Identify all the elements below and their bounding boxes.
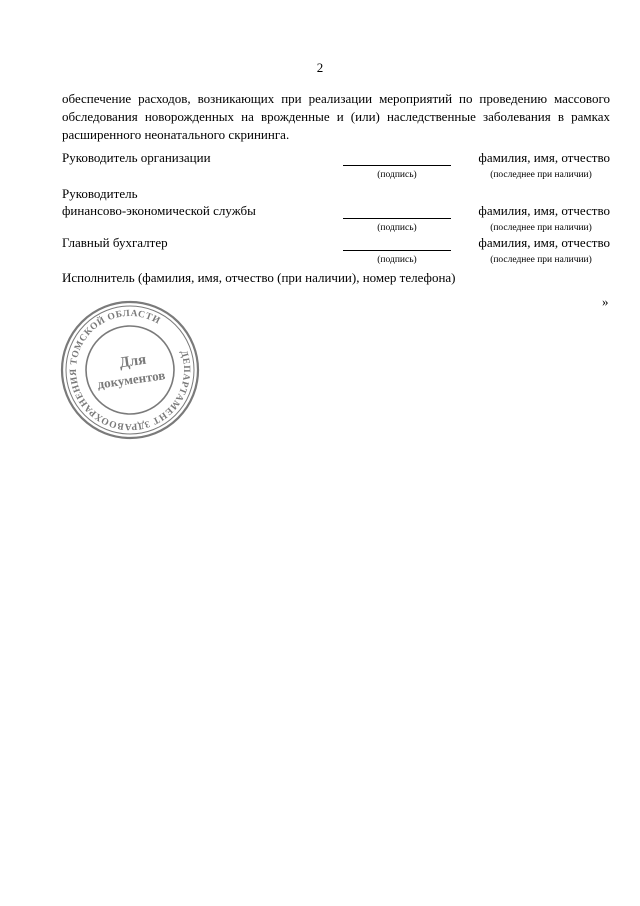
signature-caption: (подпись) (377, 170, 417, 180)
signature-row-director (62, 150, 610, 180)
signature-caption: (подпись) (377, 223, 417, 233)
fio-caption: (последнее при наличии) (490, 170, 592, 180)
signature-line (343, 165, 451, 166)
fio-caption: (последнее при наличии) (490, 255, 592, 265)
official-stamp (58, 298, 202, 442)
executor-line: Исполнитель (фамилия, имя, отчество (при наличии), номер телефона) (62, 270, 456, 285)
page-number: 2 (316, 60, 324, 75)
closing-quote: » (602, 294, 609, 309)
stamp-center-line2: документов (96, 367, 167, 392)
fio-label: фамилия, имя, отчество (478, 150, 610, 165)
signature-caption: (подпись) (377, 255, 417, 265)
signature-label: финансово-экономической службы (62, 203, 256, 218)
signature-row-accountant (62, 235, 610, 265)
fio-label: фамилия, имя, отчество (478, 235, 610, 250)
body-paragraph: обеспечение расходов, возникающих при реализации мероприятий по проведению массового обследования новорожденных на врожденные и (или) наследственные заболевания в рамках расширенного неонатального скрининга. (62, 91, 610, 142)
stamp-ring-text: ДЕПАРТАМЕНТ ЗДРАВООХРАНЕНИЯ ТОМСКОЙ ОБЛАСТИ (68, 308, 192, 432)
signature-label-line1: Руководитель (62, 186, 138, 201)
signature-label: Руководитель организации (62, 150, 211, 165)
fio-label: фамилия, имя, отчество (478, 203, 610, 218)
signature-row-finance (62, 203, 610, 233)
stamp-center-line1: Для (118, 351, 148, 372)
signature-line (343, 250, 451, 251)
signature-line (343, 218, 451, 219)
fio-caption: (последнее при наличии) (490, 223, 592, 233)
stamp-outer-ring (62, 302, 198, 438)
signature-label: Главный бухгалтер (62, 235, 168, 250)
